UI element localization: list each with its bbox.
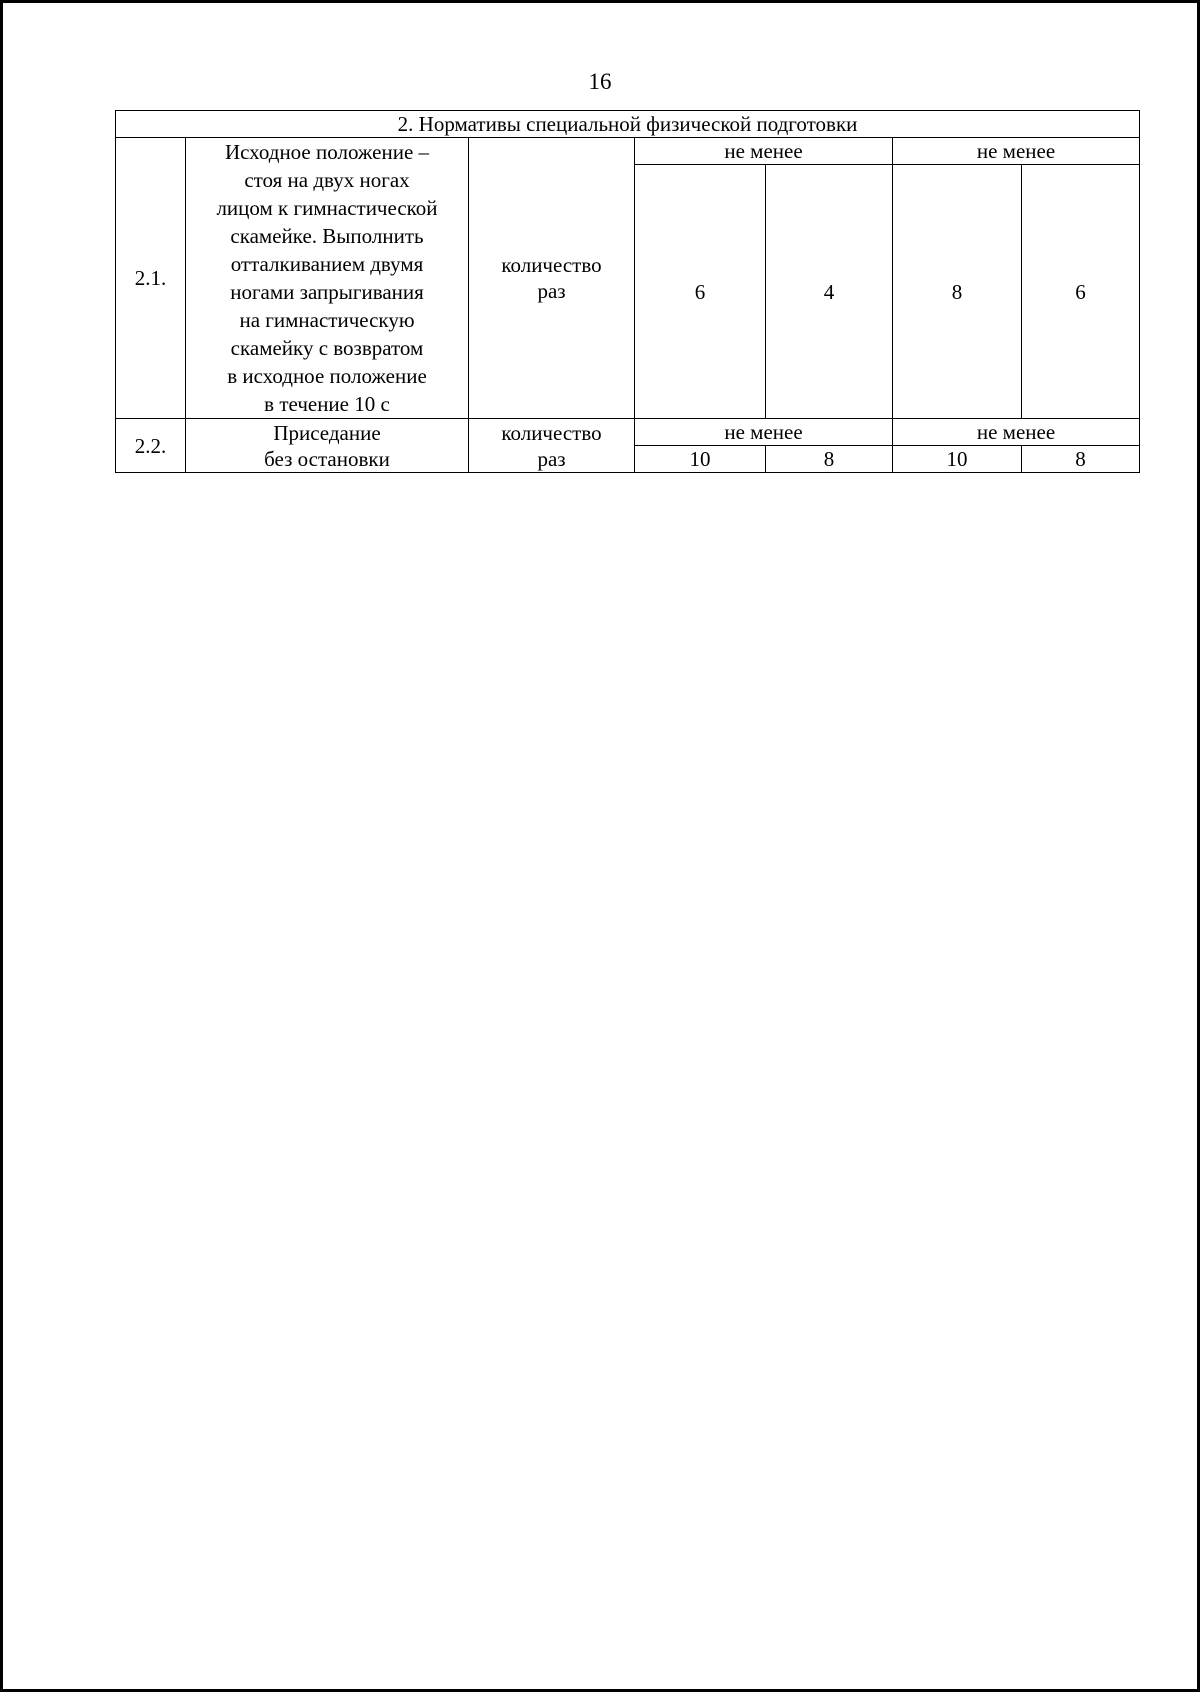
value-cell: 8 (766, 446, 893, 473)
section-title: 2. Нормативы специальной физической подготовки (116, 111, 1140, 138)
unit-cell (469, 138, 635, 419)
value-cell: 10 (635, 446, 766, 473)
unit-line: количество (501, 253, 602, 277)
group-label: не менее (893, 419, 1140, 446)
description-line: без остановки (264, 446, 390, 471)
value-cell: 4 (766, 165, 893, 419)
exercise-description (186, 138, 469, 419)
group-label: не менее (635, 419, 893, 446)
description-line: скамейку с возвратом (230, 336, 424, 360)
table-row (116, 138, 1140, 165)
description-line: Исходное положение – (224, 140, 430, 164)
row-number: 2.1. (116, 138, 186, 419)
unit-line: раз (537, 279, 566, 303)
unit-line: количество (501, 420, 602, 445)
group-label: не менее (893, 138, 1140, 165)
exercise-description (186, 419, 469, 473)
description-line: ногами запрыгивания (230, 280, 424, 304)
document-page (3, 3, 1197, 1689)
description-line: скамейке. Выполнить (230, 224, 424, 248)
description-line: в течение 10 с (264, 392, 390, 416)
description-line: на гимнастическую (239, 308, 415, 332)
value-cell: 10 (893, 446, 1022, 473)
group-label: не менее (635, 138, 893, 165)
description-line: лицом к гимнастической (216, 196, 438, 220)
value-cell: 6 (1022, 165, 1140, 419)
table-row (116, 419, 1140, 446)
unit-line: раз (537, 446, 566, 471)
section-title-row (116, 111, 1140, 138)
description-line: стоя на двух ногах (244, 168, 410, 192)
page-number: 16 (588, 69, 612, 94)
description-line: Приседание (273, 420, 381, 445)
value-cell: 6 (635, 165, 766, 419)
row-number: 2.2. (116, 419, 186, 473)
value-cell: 8 (893, 165, 1022, 419)
description-line: в исходное положение (227, 364, 427, 388)
unit-cell (469, 419, 635, 473)
value-cell: 8 (1022, 446, 1140, 473)
description-line: отталкиванием двумя (230, 252, 424, 276)
norms-table (115, 110, 1140, 473)
